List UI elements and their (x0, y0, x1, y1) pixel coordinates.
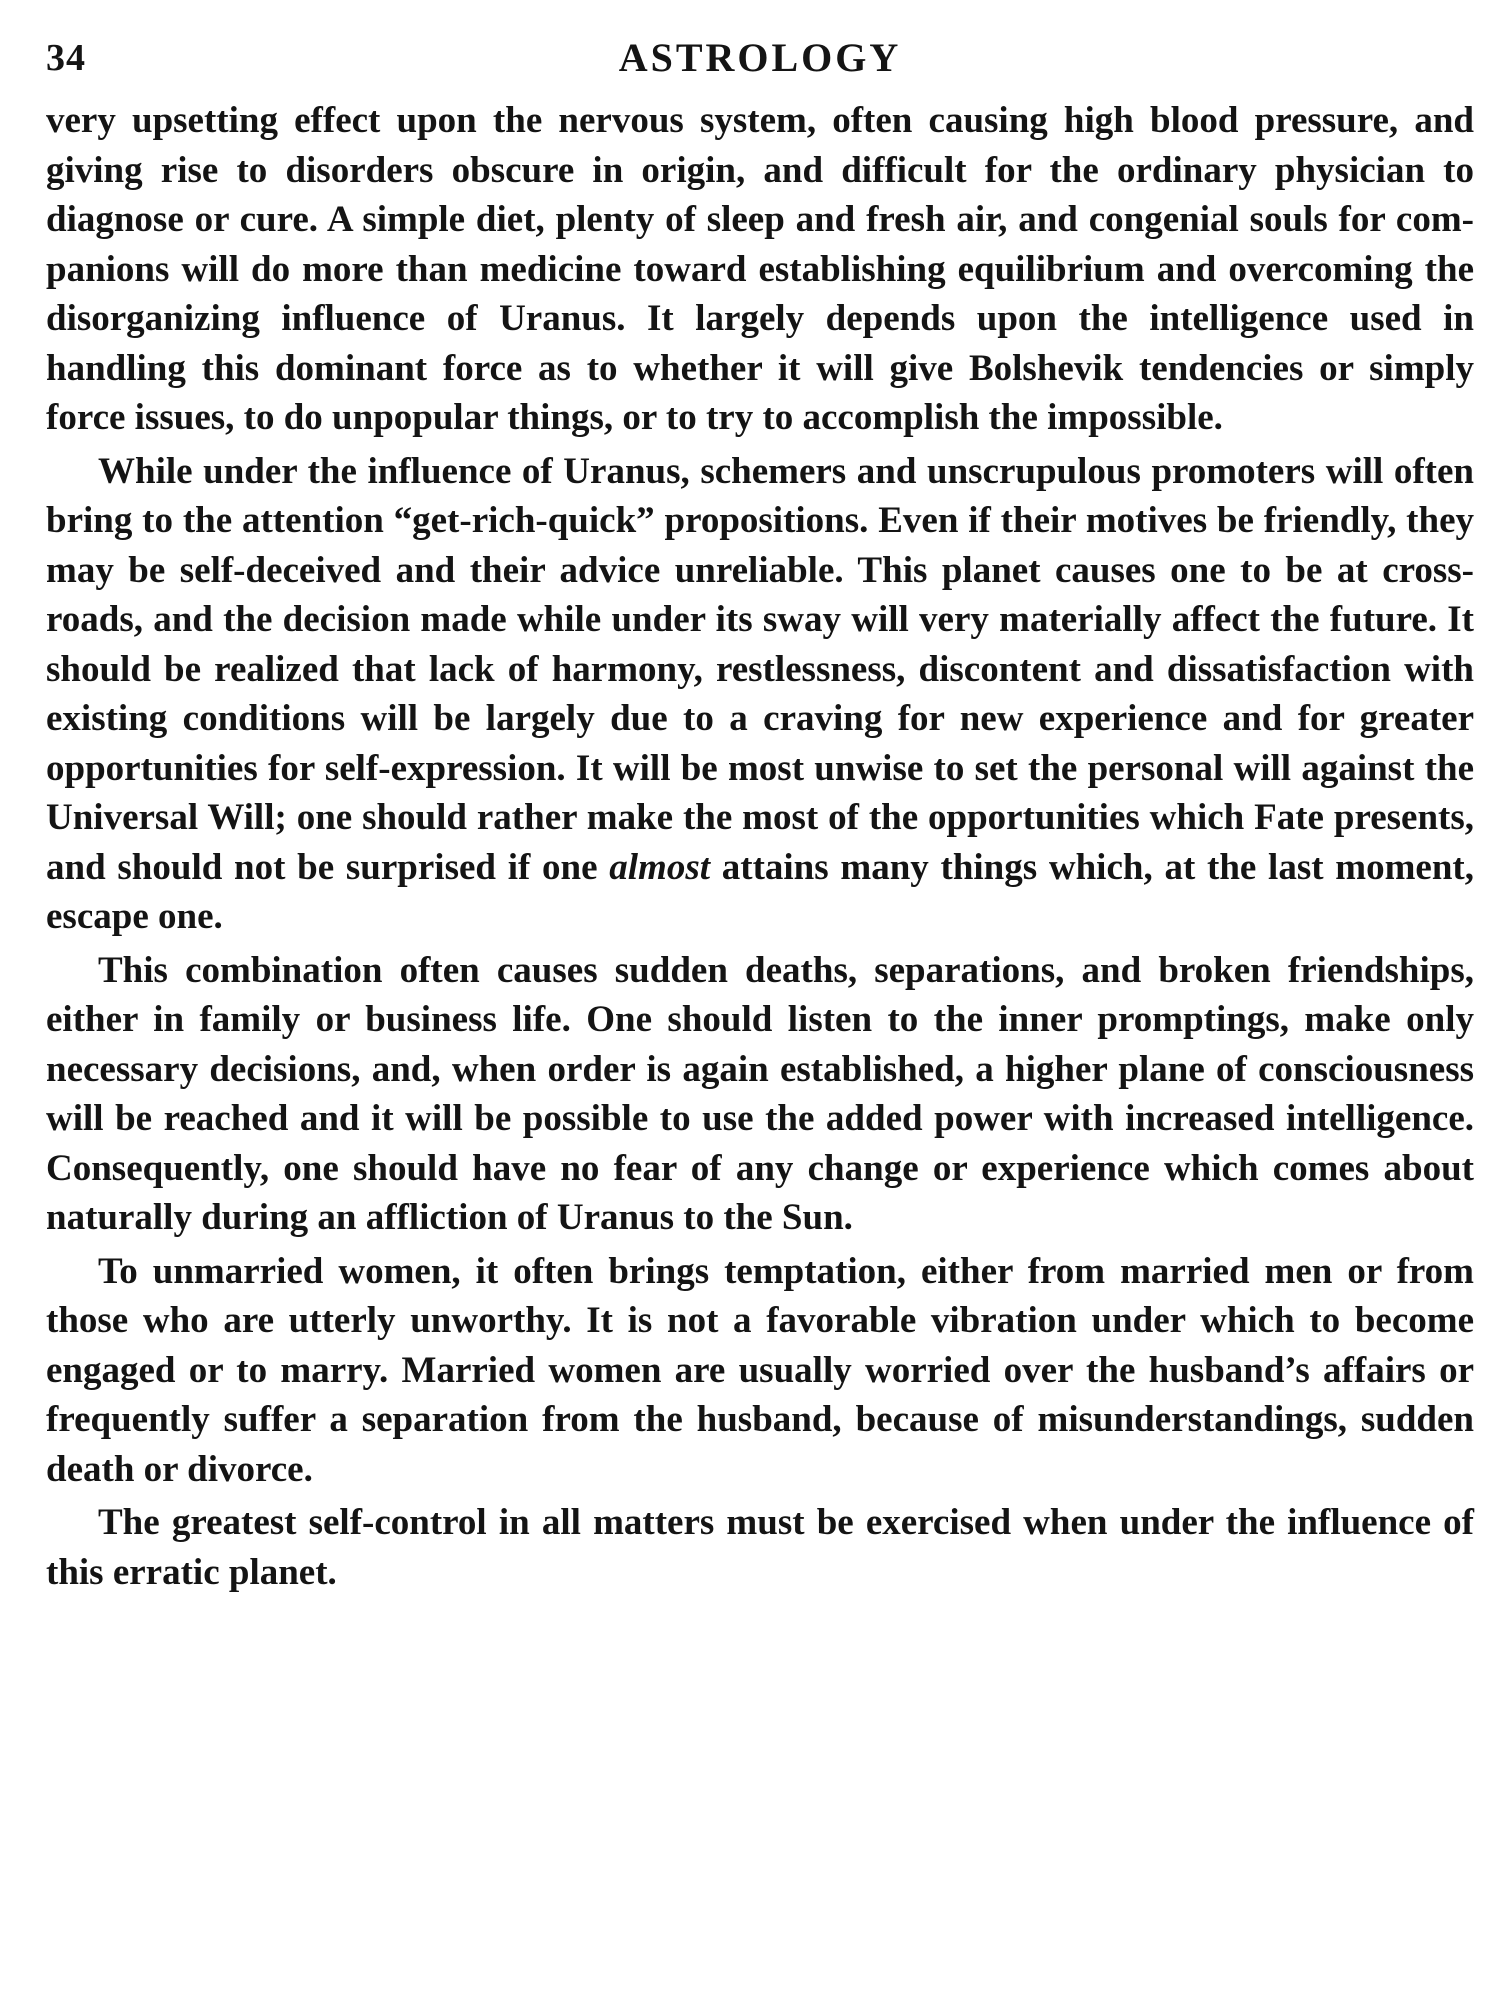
running-header (46, 30, 1474, 82)
paragraph-text-after: attains many things which, at the last moment, escape one. (46, 846, 1474, 937)
paragraph-self-control: The greatest self-control in all matters must be exercised when under the influence of this erratic planet. (46, 1502, 1474, 1593)
body-text (46, 96, 1474, 1597)
paragraph-continued: very upsetting effect upon the nervous system, often causing high blood pressure, and giving rise to disorders obscure in origin, and difficult for the ordinary physician to diagnose or cure. A simple diet, plenty of sleep and fresh air, and congenial souls for companions will do more than medicine toward establishing equilibrium and overcoming the disorganizing influence of Uranus. It largely depends upon the intelligence used in handling this dominant force as to whether it will give Bolshevik tendencies or simply force issues, to do unpopular things, or to try to accomplish the impossible. (46, 100, 1474, 438)
page-number: 34 (46, 37, 86, 79)
paragraph-combination: This combination often causes sudden deaths, separations, and broken friendships, either in family or business life. One should listen to the inner promptings, make only necessary decisions, and, when order is again established, a higher plane of consciousness will be reached and it will be possible to use the added power with increased intelligence. Consequently, one should have no fear of any change or experience which comes about naturally during an affliction of Uranus to the Sun. (46, 949, 1474, 1238)
paragraph-text: While under the influence of Uranus, schemers and unscrupulous promoters will often bring to the attention “get-rich-quick” propositions. Even if their motives be friendly, they may be self-deceived and their advice unreliable. This planet causes one to be at crossroads, and the decision made while under its sway will very materially affect the future. It should be realized that lack of harmony, restlessness, discontent and dissatisfaction with existing conditions will be largely due to a craving for new experience and for greater opportunities for self-expression. It will be most unwise to set the personal will against the Universal Will; one should rather make the most of the opportunities which Fate presents, and should not be surprised if one (46, 450, 1474, 888)
emphasized-word: almost (609, 846, 711, 888)
book-page (46, 30, 1474, 1980)
paragraph-unmarried-women: To unmarried women, it often brings temptation, either from married men or from those who are utterly unworthy. It is not a favorable vibration under which to become engaged or to marry. Married women are usually worried over the husband’s affairs or frequently suffer a separation from the husband, because of misunderstandings, sudden death or divorce. (46, 1250, 1474, 1490)
paragraph-uranus-schemers (46, 447, 1474, 942)
running-title: ASTROLOGY (618, 35, 902, 80)
